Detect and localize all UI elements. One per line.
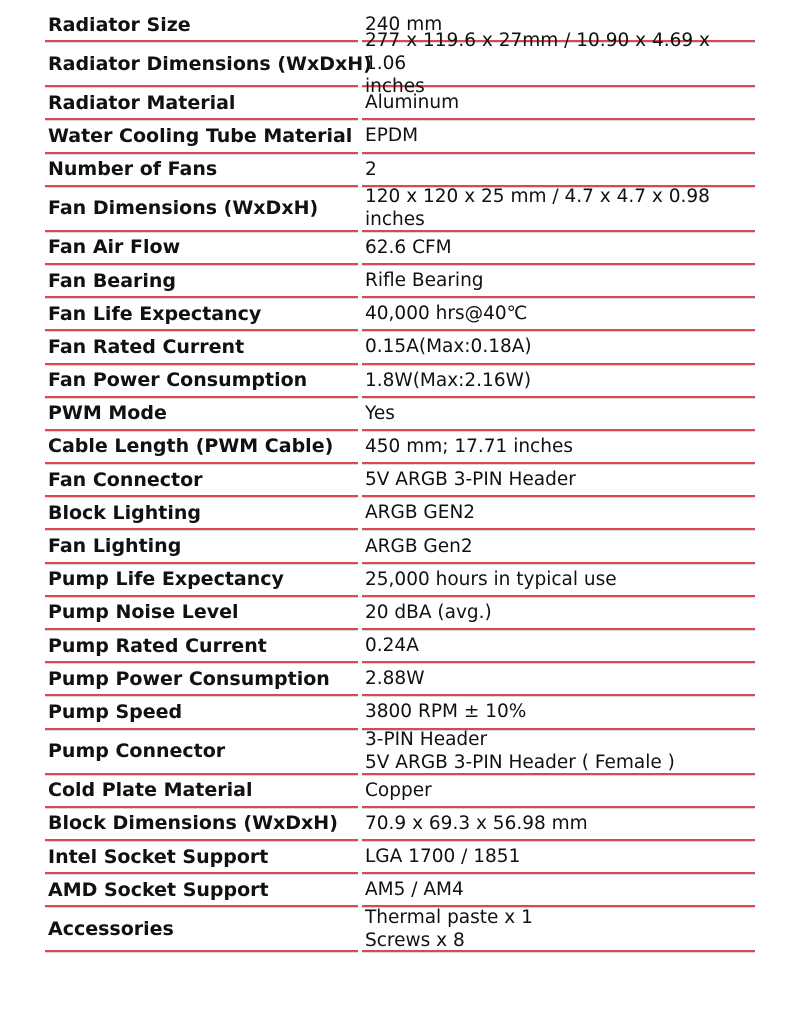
spec-value — [362, 907, 755, 952]
spec-value-line: 240 mm — [365, 14, 443, 36]
spec-label: Block Lighting — [45, 497, 358, 530]
spec-value-line: 450 mm; 17.71 inches — [365, 435, 573, 457]
spec-value — [362, 696, 755, 729]
spec-row — [45, 841, 755, 874]
spec-value-line: 5V ARGB 3-PIN Header — [365, 469, 576, 491]
spec-label: Fan Dimensions (WxDxH) — [45, 187, 358, 232]
spec-value-line: 2.88W — [365, 668, 425, 690]
spec-row — [45, 87, 755, 120]
spec-value-line: inches — [365, 76, 425, 98]
spec-value-line: Copper — [365, 779, 432, 801]
spec-row — [45, 398, 755, 431]
spec-value-line: 1.8W(Max:2.16W) — [365, 369, 532, 391]
spec-value-line: ARGB Gen2 — [365, 535, 473, 557]
spec-label: Fan Power Consumption — [45, 365, 358, 398]
spec-value-line: inches — [365, 209, 425, 231]
spec-label: Pump Speed — [45, 696, 358, 729]
spec-value-line: Yes — [365, 402, 395, 424]
spec-label: Water Cooling Tube Material — [45, 120, 358, 153]
spec-row — [45, 464, 755, 497]
spec-row — [45, 120, 755, 153]
spec-value — [362, 597, 755, 630]
spec-value-line: 5V ARGB 3-PIN Header ( Female ) — [365, 752, 675, 774]
spec-value — [362, 154, 755, 187]
spec-row — [45, 187, 755, 232]
spec-value-line: 20 dBA (avg.) — [365, 601, 492, 623]
spec-label: Pump Connector — [45, 730, 358, 775]
spec-label: AMD Socket Support — [45, 874, 358, 907]
spec-label: Radiator Size — [45, 9, 358, 42]
spec-value — [362, 775, 755, 808]
spec-value-line: LGA 1700 / 1851 — [365, 846, 521, 868]
spec-value — [362, 808, 755, 841]
spec-value — [362, 331, 755, 364]
spec-label: Number of Fans — [45, 154, 358, 187]
spec-value-line: 120 x 120 x 25 mm / 4.7 x 4.7 x 0.98 — [365, 186, 710, 208]
spec-label: Fan Rated Current — [45, 331, 358, 364]
spec-row — [45, 530, 755, 563]
spec-label: Pump Life Expectancy — [45, 564, 358, 597]
spec-value — [362, 874, 755, 907]
spec-value — [362, 298, 755, 331]
spec-value — [362, 730, 755, 775]
spec-label: Radiator Material — [45, 87, 358, 120]
spec-value-line: 40,000 hrs@40℃ — [365, 303, 528, 325]
spec-row — [45, 775, 755, 808]
spec-label: Block Dimensions (WxDxH) — [45, 808, 358, 841]
spec-value-line: EPDM — [365, 125, 419, 147]
spec-row — [45, 265, 755, 298]
spec-row — [45, 30, 755, 98]
spec-value — [362, 365, 755, 398]
spec-row — [45, 431, 755, 464]
spec-value-line: 62.6 CFM — [365, 236, 452, 258]
spec-value-line: 277 x 119.6 x 27mm / 10.90 x 4.69 x 1.06 — [365, 30, 710, 75]
spec-value — [362, 30, 755, 98]
spec-label: Pump Rated Current — [45, 630, 358, 663]
spec-row — [45, 907, 755, 952]
spec-row — [45, 808, 755, 841]
spec-value — [362, 497, 755, 530]
spec-value-line: 2 — [365, 158, 377, 180]
spec-value — [362, 398, 755, 431]
spec-value-line: ARGB GEN2 — [365, 502, 476, 524]
spec-value — [362, 187, 755, 232]
spec-row — [45, 597, 755, 630]
spec-value-line: 25,000 hours in typical use — [365, 568, 617, 590]
spec-row — [45, 630, 755, 663]
spec-label: Fan Air Flow — [45, 232, 358, 265]
spec-value-line: Rifle Bearing — [365, 270, 484, 292]
spec-value-line: Thermal paste x 1 — [365, 906, 533, 928]
spec-value — [362, 630, 755, 663]
spec-value — [362, 564, 755, 597]
spec-value — [362, 232, 755, 265]
spec-label: Cable Length (PWM Cable) — [45, 431, 358, 464]
spec-value — [362, 431, 755, 464]
spec-value-line: 3800 RPM ± 10% — [365, 701, 527, 723]
spec-value-line: 0.15A(Max:0.18A) — [365, 336, 532, 358]
spec-value — [362, 530, 755, 563]
spec-row — [45, 298, 755, 331]
spec-label: Fan Bearing — [45, 265, 358, 298]
spec-value-line: 70.9 x 69.3 x 56.98 mm — [365, 812, 588, 834]
spec-label: Fan Lighting — [45, 530, 358, 563]
spec-value — [362, 841, 755, 874]
spec-row — [45, 331, 755, 364]
spec-row — [45, 874, 755, 907]
spec-table — [45, 9, 755, 952]
spec-value-line: Screws x 8 — [365, 929, 465, 951]
spec-label: Radiator Dimensions (WxDxH) — [45, 42, 358, 87]
spec-label: Fan Life Expectancy — [45, 298, 358, 331]
spec-row — [45, 663, 755, 696]
spec-value — [362, 265, 755, 298]
spec-value-line: 0.24A — [365, 635, 419, 657]
spec-row — [45, 365, 755, 398]
spec-value-line: AM5 / AM4 — [365, 879, 464, 901]
spec-value — [362, 120, 755, 153]
spec-label: Fan Connector — [45, 464, 358, 497]
spec-row — [45, 564, 755, 597]
spec-row — [45, 696, 755, 729]
spec-row — [45, 730, 755, 775]
spec-label: Accessories — [45, 907, 358, 952]
spec-row — [45, 232, 755, 265]
spec-label: Pump Power Consumption — [45, 663, 358, 696]
spec-value — [362, 464, 755, 497]
spec-value — [362, 663, 755, 696]
spec-label: Intel Socket Support — [45, 841, 358, 874]
spec-label: PWM Mode — [45, 398, 358, 431]
spec-row — [45, 497, 755, 530]
spec-row — [45, 154, 755, 187]
spec-value-line: 3-PIN Header — [365, 729, 488, 751]
spec-value — [362, 87, 755, 120]
spec-value-line: Aluminum — [365, 92, 460, 114]
spec-label: Cold Plate Material — [45, 775, 358, 808]
spec-label: Pump Noise Level — [45, 597, 358, 630]
